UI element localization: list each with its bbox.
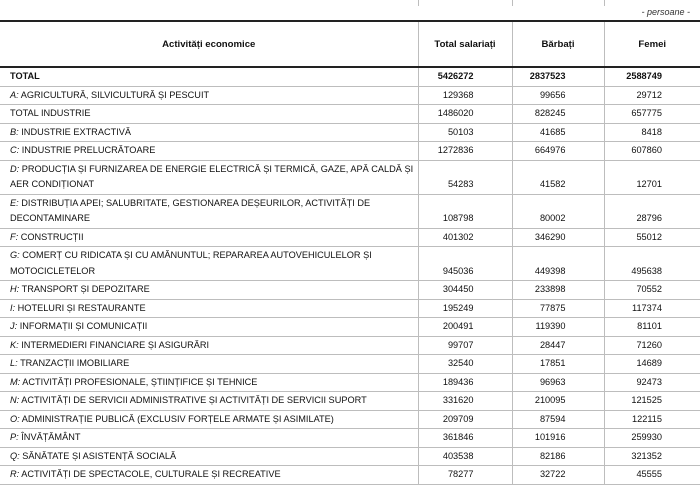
activity-label: ACTIVITĂȚI DE SERVICII ADMINISTRATIVE ȘI ACTIVITĂȚI DE SERVICII SUPORT (21, 395, 367, 405)
men-cell: 210095 (512, 392, 604, 411)
activity-code: D: (10, 163, 20, 174)
activity-code: Q: (10, 450, 20, 461)
total-cell: 129368 (418, 86, 512, 105)
activity-cell (0, 247, 418, 281)
men-cell: 41685 (512, 123, 604, 142)
activity-cell (0, 105, 418, 124)
women-cell: 122115 (604, 410, 700, 429)
table-row (0, 228, 700, 247)
table-row (0, 281, 700, 300)
total-cell: 209709 (418, 410, 512, 429)
women-cell: 259930 (604, 429, 700, 448)
women-cell: 117374 (604, 299, 700, 318)
column-divider (512, 0, 513, 6)
activity-cell (0, 355, 418, 374)
activity-code: I: (10, 302, 16, 313)
activity-code: P: (10, 432, 19, 442)
total-cell: 945036 (418, 247, 512, 281)
activity-code: C: (10, 145, 20, 155)
activity-label: ACTIVITĂȚI DE SPECTACOLE, CULTURALE ȘI RECREATIVE (21, 469, 281, 479)
activity-cell (0, 447, 418, 466)
activity-label: TOTAL (10, 71, 40, 81)
total-cell: 200491 (418, 318, 512, 337)
men-cell: 99656 (512, 86, 604, 105)
women-cell: 70552 (604, 281, 700, 300)
activity-label: PRODUCȚIA ȘI FURNIZAREA DE ENERGIE ELECTRICĂ ȘI TERMICĂ, GAZE, APĂ CALDĂ ȘI AER CONDIȚIONAT (10, 163, 414, 189)
activity-code: E: (10, 197, 19, 208)
activity-label: ACTIVITĂȚI PROFESIONALE, ȘTIINȚIFICE ȘI TEHNICE (22, 376, 258, 387)
activity-label: INTERMEDIERI FINANCIARE ȘI ASIGURĂRI (21, 339, 210, 350)
women-cell: 121525 (604, 392, 700, 411)
activity-cell (0, 299, 418, 318)
activity-code: G: (10, 250, 20, 260)
table-row (0, 194, 700, 228)
table-row (0, 392, 700, 411)
women-cell: 2588749 (604, 67, 700, 86)
activity-code: O: (10, 413, 20, 424)
activity-code: N: (10, 395, 20, 405)
activity-label: AGRICULTURĂ, SILVICULTURĂ ȘI PESCUIT (20, 89, 210, 100)
activity-label: INFORMAȚII ȘI COMUNICAȚII (19, 321, 148, 331)
total-cell: 189436 (418, 373, 512, 392)
men-cell: 32722 (512, 466, 604, 485)
women-cell: 12701 (604, 160, 700, 194)
activity-code: H: (10, 284, 20, 294)
activity-cell (0, 281, 418, 300)
activity-cell (0, 142, 418, 161)
total-cell: 331620 (418, 392, 512, 411)
total-cell: 304450 (418, 281, 512, 300)
table-body (0, 67, 700, 484)
women-cell: 607860 (604, 142, 700, 161)
women-cell: 657775 (604, 105, 700, 124)
top-strip (0, 0, 700, 6)
men-cell: 82186 (512, 447, 604, 466)
women-cell: 495638 (604, 247, 700, 281)
women-cell: 55012 (604, 228, 700, 247)
total-cell: 78277 (418, 466, 512, 485)
men-cell: 2837523 (512, 67, 604, 86)
activity-code: A: (10, 89, 19, 100)
table-row (0, 160, 700, 194)
table-row (0, 466, 700, 485)
activity-label: INDUSTRIE PRELUCRĂTOARE (21, 145, 156, 155)
men-cell: 233898 (512, 281, 604, 300)
activity-label: INDUSTRIE EXTRACTIVĂ (21, 126, 132, 137)
men-cell: 346290 (512, 228, 604, 247)
table-row (0, 299, 700, 318)
activity-code: B: (10, 126, 19, 137)
men-cell: 449398 (512, 247, 604, 281)
total-cell: 361846 (418, 429, 512, 448)
table-row (0, 318, 700, 337)
unit-label: - persoane - (641, 7, 690, 17)
table-row (0, 105, 700, 124)
women-cell: 45555 (604, 466, 700, 485)
men-cell: 41582 (512, 160, 604, 194)
men-cell: 28447 (512, 336, 604, 355)
activity-cell (0, 318, 418, 337)
table-row (0, 447, 700, 466)
total-cell: 401302 (418, 228, 512, 247)
total-cell: 32540 (418, 355, 512, 374)
men-cell: 87594 (512, 410, 604, 429)
activity-label: HOTELURI ȘI RESTAURANTE (17, 302, 146, 313)
table-row (0, 336, 700, 355)
total-cell: 5426272 (418, 67, 512, 86)
activity-cell (0, 123, 418, 142)
women-cell: 29712 (604, 86, 700, 105)
column-divider (418, 0, 419, 6)
activity-label: DISTRIBUȚIA APEI; SALUBRITATE, GESTIONAREA DEȘEURILOR, ACTIVITĂȚI DE DECONTAMINARE (10, 197, 371, 223)
activity-code: F: (10, 231, 19, 242)
table-row (0, 410, 700, 429)
men-cell: 77875 (512, 299, 604, 318)
total-cell: 99707 (418, 336, 512, 355)
men-cell: 17851 (512, 355, 604, 374)
activity-code: K: (10, 339, 19, 350)
total-cell: 54283 (418, 160, 512, 194)
table-row (0, 67, 700, 86)
column-header-men: Bărbați (512, 21, 604, 67)
total-cell: 108798 (418, 194, 512, 228)
activity-label: CONSTRUCȚII (20, 231, 84, 242)
men-cell: 119390 (512, 318, 604, 337)
men-cell: 664976 (512, 142, 604, 161)
activity-cell (0, 466, 418, 485)
men-cell: 101916 (512, 429, 604, 448)
activity-cell (0, 86, 418, 105)
table-row (0, 247, 700, 281)
total-cell: 1272836 (418, 142, 512, 161)
women-cell: 14689 (604, 355, 700, 374)
men-cell: 96963 (512, 373, 604, 392)
women-cell: 8418 (604, 123, 700, 142)
activity-cell (0, 429, 418, 448)
table-row (0, 142, 700, 161)
women-cell: 321352 (604, 447, 700, 466)
activity-label: ÎNVĂȚĂMÂNT (21, 432, 81, 442)
activity-code: L: (10, 358, 18, 368)
column-divider (604, 0, 605, 6)
activity-cell (0, 228, 418, 247)
header-row (0, 21, 700, 67)
men-cell: 80002 (512, 194, 604, 228)
table-row (0, 429, 700, 448)
activity-code: M: (10, 376, 21, 387)
column-header-activity: Activități economice (0, 21, 418, 67)
activity-label: ADMINISTRAȚIE PUBLICĂ (EXCLUSIV FORȚELE ARMATE ȘI ASIMILATE) (21, 413, 334, 424)
women-cell: 28796 (604, 194, 700, 228)
women-cell: 92473 (604, 373, 700, 392)
total-cell: 50103 (418, 123, 512, 142)
men-cell: 828245 (512, 105, 604, 124)
table-row (0, 373, 700, 392)
women-cell: 71260 (604, 336, 700, 355)
employees-table (0, 20, 700, 485)
column-header-total: Total salariați (418, 21, 512, 67)
activity-code: R: (10, 469, 20, 479)
activity-label: SĂNĂTATE ȘI ASISTENȚĂ SOCIALĂ (22, 450, 177, 461)
total-cell: 403538 (418, 447, 512, 466)
activity-cell (0, 336, 418, 355)
activity-cell (0, 67, 418, 86)
activity-cell (0, 392, 418, 411)
table-row (0, 123, 700, 142)
activity-code: J: (10, 321, 18, 331)
women-cell: 81101 (604, 318, 700, 337)
activity-cell (0, 373, 418, 392)
total-cell: 1486020 (418, 105, 512, 124)
table-row (0, 86, 700, 105)
activity-cell (0, 160, 418, 194)
activity-cell (0, 410, 418, 429)
activity-label: TRANSPORT ȘI DEPOZITARE (21, 284, 150, 294)
table-row (0, 355, 700, 374)
activity-label: TRANZACȚII IMOBILIARE (20, 358, 130, 368)
column-header-women: Femei (604, 21, 700, 67)
total-cell: 195249 (418, 299, 512, 318)
activity-label: COMERȚ CU RIDICATA ȘI CU AMĂNUNTUL; REPARAREA AUTOVEHICULELOR ȘI MOTOCICLETELOR (10, 250, 372, 276)
activity-label: TOTAL INDUSTRIE (10, 108, 91, 118)
activity-cell (0, 194, 418, 228)
